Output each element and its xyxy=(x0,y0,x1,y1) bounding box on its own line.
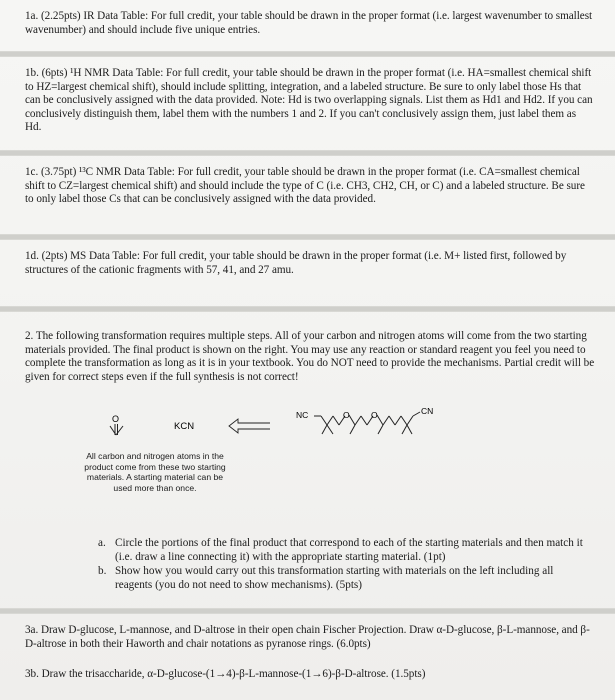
question-1a: 1a. (2.25pts) IR Data Table: For full credit, your table should be drawn in the proper format (i.e. largest wavenumber to smallest wavenumber) and should include five unique entries. xyxy=(25,10,593,36)
section-divider xyxy=(0,150,615,156)
question-1c: 1c. (3.75pt) ¹³C NMR Data Table: For full credit, your table should be drawn in the proper format (i.e. CA=smallest chemical shift to CZ=largest chemical shift) and should include the type of C (i.e. CH3, CH2, CH, or C) and a labeled structure. Be sure to only label those Cs that can be conclusively assigned with the data provided. xyxy=(25,166,585,206)
kcn-label: KCN xyxy=(174,421,195,432)
section-divider xyxy=(0,608,615,614)
section-divider xyxy=(0,234,615,240)
part-a-marker: a. xyxy=(98,537,106,549)
question-3a: 3a. Draw D-glucose, L-mannose, and D-altrose in their open chain Fischer Projection. Draw α-D-glucose, β-L-mannose, and β-D-altrose in both their Haworth and chair notations as pyranose rings. (6.0pts) xyxy=(25,624,590,650)
acetone-structure xyxy=(110,424,123,435)
reaction-diagram xyxy=(0,398,615,458)
starting-materials-note: All carbon and nitrogen atoms in the product come from these two starting materials. A starting material can be used more than once. xyxy=(84,451,226,493)
ether-oxygen-label-2: O xyxy=(371,410,378,420)
ether-oxygen-label-1: O xyxy=(343,410,350,420)
product-structure xyxy=(314,412,420,434)
section-divider xyxy=(0,306,615,312)
question-1b: 1b. (6pts) ¹H NMR Data Table: For full credit, your table should be drawn in the proper format (i.e. HA=smallest chemical shift to HZ=largest chemical shift), should include splitting, integration, and a labeled structure. Be sure to only label those Hs that can be conclusively assigned with the data provided. Note: Hd is two overlapping signals. List them as Hd1 and Hd2. If you can conclusively distinguish them, label them with the numbers 1 and 2. If you can't conclusively assign them, just label them as Hd. xyxy=(25,67,593,134)
question-2: 2. The following transformation requires multiple steps. All of your carbon and nitrogen atoms will come from the two starting materials provided. The final product is shown on the right. You may use any reaction or standard reagent you feel you need to complete the transformation as long as it is in your textbook. You do NOT need to provide the mechanisms. Partial credit will be given for correct steps even if the full synthesis is not correct! xyxy=(25,330,595,383)
section-divider xyxy=(0,51,615,57)
nitrile-label-left: NC xyxy=(296,410,309,420)
acetone-oxygen-label: O xyxy=(112,414,120,424)
part-b-marker: b. xyxy=(98,565,107,577)
question-2a: Circle the portions of the final product that correspond to each of the starting materials and then match it (i.e. draw a line connecting it) with the appropriate starting material. (1pt) xyxy=(115,537,583,563)
nitrile-label-right: CN xyxy=(421,406,434,416)
question-2b: Show how you would carry out this transformation starting with materials on the left including all reagents (you do not need to show mechanisms). (5pts) xyxy=(115,565,554,591)
question-3b: 3b. Draw the trisaccharide, α-D-glucose-(1→4)-β-L-mannose-(1→6)-β-D-altrose. (1.5pts) xyxy=(25,668,426,680)
question-1d: 1d. (2pts) MS Data Table: For full credit, your table should be drawn in the proper format (i.e. M+ listed first, followed by structures of the cationic fragments with 57, 41, and 27 amu. xyxy=(25,250,567,276)
retrosynthesis-arrow-icon xyxy=(229,419,270,433)
